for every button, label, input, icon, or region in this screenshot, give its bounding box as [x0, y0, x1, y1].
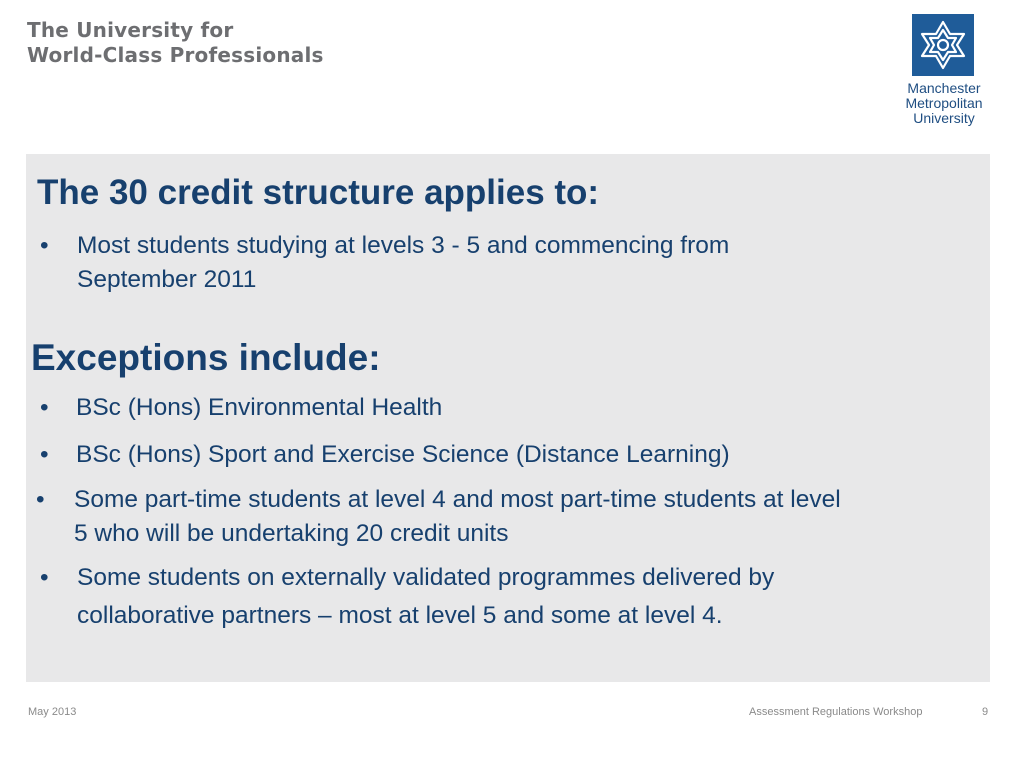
bullet-dot: •	[40, 394, 49, 421]
logo-text-line-3: University	[913, 110, 975, 126]
slide-heading-exceptions: Exceptions include:	[31, 337, 381, 378]
footer-title: Assessment Regulations Workshop	[749, 706, 923, 718]
footer-page-number: 9	[982, 706, 989, 718]
rose-logo-icon	[912, 14, 974, 76]
tagline-line-2: World-Class Professionals	[27, 43, 324, 67]
bullet-dot: •	[40, 232, 49, 259]
logo-text-line-1: Manchester	[907, 80, 981, 96]
tagline-line-1: The University for	[27, 18, 234, 42]
bullet-text-line-2: collaborative partners – most at level 5 and some at level 4.	[77, 602, 723, 629]
bullet-text-line-1: Some part-time students at level 4 and most part-time students at level	[74, 486, 841, 513]
bullet-dot: •	[40, 441, 49, 468]
bullet-dot: •	[40, 564, 49, 591]
university-logo	[893, 14, 995, 130]
bullet-text-line-2: 5 who will be undertaking 20 credit units	[74, 520, 509, 547]
bullet-text-line-1: BSc (Hons) Environmental Health	[76, 394, 443, 421]
bullet-dot: •	[36, 486, 45, 513]
bullet-text-line-1: BSc (Hons) Sport and Exercise Science (Distance Learning)	[76, 441, 730, 468]
logo-wordmark	[893, 81, 995, 126]
bullet-text-line-1: Most students studying at levels 3 - 5 and commencing from	[77, 232, 730, 259]
bullet-text-line-2: September 2011	[77, 266, 257, 293]
logo-text-line-2: Metropolitan	[905, 95, 983, 111]
slide-heading-applies: The 30 credit structure applies to:	[37, 173, 600, 212]
bullet-text-line-1: Some students on externally validated programmes delivered by	[77, 564, 775, 591]
university-tagline	[27, 18, 324, 68]
footer-date: May 2013	[28, 706, 77, 718]
